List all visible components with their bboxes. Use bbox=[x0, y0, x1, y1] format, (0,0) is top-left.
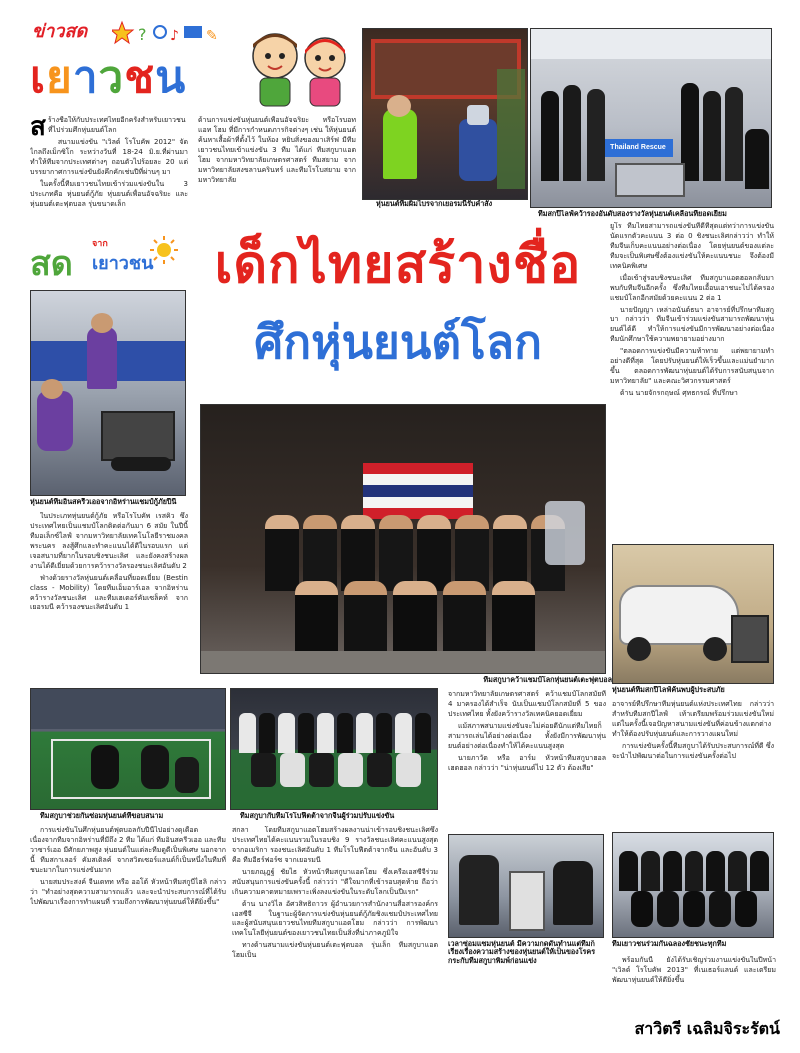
banner-thailand-rescue: Thailand Rescue bbox=[603, 139, 673, 157]
column-left-mid-p1: ในประเภทหุ่นยนต์กู้ภัย หรือโรโบคัพ เรสคิว ซึ่งประเทศไทยเป็นแชมป์โลกติดต่อกันมา 6 สมัย ในปีนี้ทีมอเล็กซ์ไลฟ์ จากมหาวิทยาลัยเทคโนโลยีราชมงคลพระนคร ลงสู้ศึกและทำคะแนนได้ดีในรอบแรก แต่เจอสนามที่ยากในรอบชิงชนะเลิศ และยังคงสร้างผลงานได้ดีเยี่ยมด้วยการคว้ารางวัลรองชนะเลิศอันดับ 2 bbox=[30, 512, 188, 570]
intro-text-3: ในครั้งนี้ทีมเยาวชนไทยเข้าร่วมแข่งขันใน 3 ประเภทคือ หุ่นยนต์กู้ภัย หุ่นยนต์เพื่อนอัจฉริยะ และหุ่นยนต์เตะฟุตบอล รุ่นขนาดเล็ก bbox=[30, 179, 188, 208]
column-left-mid-p2: ฟ่างด้วยรางวัลหุ่นยนต์เคลื่อนที่ยอดเยี่ยม (Bestin class - Mobility) โดยทีมเอ็มอาร์เอล จากอิหร่านคว้ารางวัลชนะเลิศ และทีมเฮเตอร์คัมเซล็คท์ จากเยอรมนี คว้ารองชนะเลิศอันดับ 1 bbox=[30, 573, 188, 612]
photo-soccer-field bbox=[30, 688, 226, 810]
column-right-final bbox=[612, 956, 776, 1012]
column-right-top-p3: นายปัญญา เหล่าอนันต์ธนา อาจารย์ที่ปรึกษาทีมสกูบา กล่าวว่า ทีมจีนเข้าร่วมแข่งขันสามารถพัฒนาหุ่นยนต์ได้ดี ทำให้การแข่งขันมีการพัฒนาอย่างต่อเนื่อง ทีมนักศึกษาใช้ความพยายามอย่างมาก bbox=[610, 305, 774, 344]
column-mid-bottom-p4: ทางด้านสนามแข่งขันหุ่นยนต์เตะฟุตบอล รุ่นเล็ก ทีมสกูบาแอตโฮมเป็น bbox=[232, 941, 438, 960]
column-right-top-p2: เมื่อเข้าสู่รอบชิงชนะเลิศ ทีมสกูบาแอตฮอลกลับมาพบกับทีมจีนอีกครั้ง ซึ่งทีมไทยเอื้อนเอาชนะไปได้ครองแชมป์โลกอีกสมัยด้วยคะแนน 2 ต่อ 1 bbox=[610, 273, 774, 302]
headline-line-1: เด็กไทยสร้างชื่อ bbox=[214, 235, 582, 295]
svg-text:✎: ✎ bbox=[206, 28, 218, 44]
masthead-char: น bbox=[155, 52, 187, 103]
column-left-bottom bbox=[30, 826, 226, 1026]
caption-top-mid: หุ่นยนต์ทีมผิมไบรจากเยอรมนีรับคำสั่ง bbox=[376, 200, 493, 208]
caption-bottom-mid: เวลาซ่อมแซมหุ่นยนต์ มีความกดดันทำนแต่ทีมก็เรียงเรื่องความสร้างของหุ่นยนต์ให้เป็นของโรคร กระกับทีมสกูบาพิมพ์ก่อนแข่ง bbox=[448, 940, 596, 965]
sun-icon bbox=[150, 236, 178, 264]
caption-center-main: ทีมสกูบาคว้าแชมป์โลกหุ่นยนต์เตะฟุตบอล bbox=[483, 676, 612, 684]
photo-team-champion bbox=[200, 404, 606, 674]
column-right-bottom bbox=[612, 700, 774, 850]
intro-text-1: ร้างชื่อให้กับประเทศไทยอีกครั้งสำหรับเยาวชนที่ไปร่วมศึกหุ่นยนต์โลก bbox=[47, 116, 186, 134]
caption-left-workshop: หุ่นยนต์ทีมอินสครีวเออจากอิหร่านแชมป์กู้ภัยปีนี้ bbox=[30, 498, 177, 506]
intro-column bbox=[30, 116, 188, 234]
column-center-bottom-p1: จากมหาวิทยาลัยเกษตรศาสตร์ คว้าแชมป์โลกสมัยที่ 4 มาครองได้สำเร็จ นับเป็นแชมป์โลกสมัยที่ 5 ของประเทศไทย ทั้งยังคว้ารางวัลเทคนิคยอดเยี่ยม bbox=[448, 690, 606, 718]
column-center-bottom bbox=[448, 690, 606, 830]
headline-line-2: ศึกหุ่นยนต์โลก bbox=[254, 315, 542, 369]
masthead-char: ช bbox=[124, 52, 156, 103]
caption-mid-group: ทีมสกูบากับทีมโรโบฟีตต้าจากจีนผู้ร่วมปรับแข่งขัน bbox=[240, 812, 395, 820]
masthead-title bbox=[30, 42, 186, 112]
masthead-char: า bbox=[72, 52, 99, 103]
masthead-char: ย bbox=[46, 52, 73, 103]
byline: สาวิตรี เฉลิมจิระรัตน์ bbox=[634, 1019, 780, 1038]
caption-left-field: ทีมสกูบาช่วยกันซ่อมหุ่นยนต์ที่ขอบสนาม bbox=[40, 812, 164, 820]
column-right-bottom-p3: พร้อมกันนี้ ยังได้รับเชิญร่วมงานแข่งขันในปีหน้า "เวิลด์ โรโบคัพ 2013" ที่เนเธอร์แลนด์ และเตรียมพัฒนาหุ่นยนต์ให้ดียิ่งขึ้น bbox=[612, 956, 776, 984]
masthead-char: เ bbox=[30, 52, 47, 103]
column-mid-bottom-p2: นายภณุฎฐ์ ชัยไธ หัวหน้าทีมสกูบาแอตโฮม ซึ่งเครือเอสซีจีร่วมสนับสนุนการแข่งขันครั้งนี้ กล่าวว่า "ดีใจมากที่เข้ารอบสุดท้าย ถือว่าเกินความคาดหมายเพราะเพิ่งลงแข่งขันในระดับโลกเป็นปีแรก" bbox=[232, 867, 438, 896]
column-right-top-p4: "ตลอดการแข่งขันมีความท้าทาย แต่พยายามทำอย่างดีที่สุด โดยปรับหุ่นยนต์ให้เร็วขึ้นและแม่นยำมากขึ้น ตลอดการพัฒนาหุ่นยนต์ได้รับการสนับสนุนจากมหาวิทยาลัย" และคณะวิศวกรรมศาสตร์ bbox=[610, 347, 774, 386]
svg-text:♪: ♪ bbox=[170, 28, 179, 44]
caption-bottom-right: ทีมเยาวชนร่วมกันฉลองชัยชนะทุกทีม bbox=[612, 940, 727, 948]
column-center-bottom-p3: นายภาวัต หรือ อาร์ม หัวหน้าทีมสกูบาฮอล เฮตฮอล กล่าวว่า "น่าหุ่นยนต์ไป 12 ตัว ต้องเสีย" bbox=[448, 753, 606, 772]
column-2-top-text: ด้านการแข่งขันหุ่นยนต์เพื่อนอัจฉริยะ หรือโรบอท แอท โฮม ที่มีการกำหนดภารกิจต่างๆ เช่น ให้หุ่นยนต์ค้นหาเสื้อผ้าที่ตั้งไว้ ในห้อง หยิบสิ่งของมาเสิร์ฟ มีทีมเยาวชนไทยเข้าแข่งขัน 3 ทีม ได้แก่ ทีมสกูบาแอตโฮม จากมหาวิทยาลัยเกษตรศาสตร์ ทีมสยาม จากมหาวิทยาลัยสงขลานครินทร์ และทีมโรโบสยาม จากมหาวิทยาลัย bbox=[198, 116, 356, 184]
column-mid-bottom-p3: ด้าน นางวิไล อัศวสิทธิถาวร ผู้อำนวยการสำนักงานสื่อสารองค์กรเอสซีจี ในฐานะผู้จัดการแข่งขันหุ่นยนต์กู้ภัยชิงแชมป์ประเทศไทย และผู้สนับสนุนเยาวชนไทยทีมสกูบาแอตโฮม กล่าวว่า การพัฒนาเทคโนโลยีหุ่นยนต์ของเยาวชนไทยเป็นสิ่งที่น่าภาคภูมิใจ bbox=[232, 899, 438, 938]
column-left-bottom-p2: นายสมประสงค์ จีนเดทท หรือ ออโต้ หัวหน้าทีมสกูบีไฮลิ กล่าวว่า "ทำอย่างสุดความสามารถแล้ว และจะนำประสบการณ์ที่ได้รับไปพัฒนาเรื่องการทำแผนที่ รวมถึงการพัฒนาหุ่นยนต์ให้ดียิ่งขึ้น" bbox=[30, 877, 226, 906]
photo-team-skylife bbox=[530, 28, 772, 208]
caption-right-car: หุ่นยนต์ทีมสกปีไลฟ์ค้นพบผู้ประสบภัย bbox=[612, 686, 725, 694]
masthead-char: ว bbox=[98, 52, 125, 103]
sidebar-title: สด bbox=[30, 244, 73, 284]
photo-repair bbox=[448, 834, 604, 938]
photo-robot-stage bbox=[362, 28, 528, 200]
sidebar-title-big: เยาวชน bbox=[92, 253, 154, 274]
column-right-bottom-p2: การแข่งขันครั้งนี้ทีมสกูบาได้รับประสบการณ์ที่ดี ซึ่งจะนำไปพัฒนาต่อในการแข่งขันครั้งต่อไป bbox=[612, 741, 774, 760]
caption-top-right: ทีมสกปีไลฟ์คว้ารองอันดับสองรางวัลหุ่นยนต์เคลื่อนที่ยอดเยี่ยม bbox=[538, 210, 727, 218]
cartoon-kids-icon bbox=[240, 26, 360, 110]
photo-group-china bbox=[230, 688, 438, 810]
thai-flag bbox=[363, 463, 473, 519]
sidebar-title-small: จาก bbox=[92, 239, 108, 249]
column-left-mid bbox=[30, 512, 188, 686]
column-mid-bottom bbox=[232, 826, 438, 1046]
dropcap: ส bbox=[30, 116, 46, 142]
column-left-bottom-p1: การแข่งขันในศึกหุ่นยนต์ฟุตบอลกับปีนี้ไปอย่างดุเดือด เนื่องจากทีมจากอิหร่านที่มีถึง 2 ทีม ได้แก่ ทีมอินสครีวเออ และทีมวาซาร์เออ มีศักยภาพสูง หุ่นยนต์ในแต่ละทีมดูดีเป็นพิเศษ นอกจากนี้ ทีมสกาเลอร์ คัมสเติลค์ จากสวิตเซอร์แลนด์ก็เป็นหนึ่งในทีมที่ชนะมากในการแข่งขันมาก bbox=[30, 826, 226, 874]
photo-celebration bbox=[612, 832, 774, 938]
column-right-top bbox=[610, 222, 774, 540]
column-center-bottom-p2: แม้สภาพสนามแข่งขันจะไม่ค่อยดีนักแต่ทีมไทยก็สามารถเล่นได้อย่างต่อเนื่อง ทั้งยังมีการพัฒนาหุ่นยนต์อย่างต่อเนื่องทำให้ได้คะแนนสูงสุด bbox=[448, 721, 606, 750]
column-2-top bbox=[198, 116, 356, 206]
column-right-bottom-p1: อาจารย์ที่ปรึกษาทีมหุ่นยนต์แห่งประเทศไทย กล่าวว่า สำหรับทีมสกปีไลฟ์ เท้าเตรียมพร้อมร่วมแข่งขันใหม่ แต่ในครั้งนี้เจอปัญหาสนามแข่งขันที่ค่อนข้างแตกต่าง ทำให้ต้องปรับหุ่นยนต์และการวางแผนใหม่ bbox=[612, 700, 774, 738]
photo-rescue-car bbox=[612, 544, 774, 684]
doodle-icons bbox=[112, 18, 242, 52]
intro-text-2: สนามแข่งขัน "เวิลด์ โรโบคัพ 2012" จัดไกลถึงเม็กซิโก ระหว่างวันที่ 18-24 มิ.ย.ที่ผ่านมา ทำให้ทีมจากประเทศต่างๆ ถอนตัวไปร้อยละ 20 แต่บรรยากาศการแข่งขันยังคึกคักเช่นปีที่ผ่านๆ มา bbox=[30, 137, 188, 176]
column-right-top-p5: ด้าน นายจักรกฤษณ์ ศุทธกรณ์ ที่ปรึกษา bbox=[620, 389, 738, 397]
masthead-sub: ข่าวสด bbox=[32, 21, 88, 42]
column-mid-bottom-p1: สกลา โดยทีมสกูบาแอตโฮมสร้างผลงานน่าเข้ารอบชิงชนะเลิศซึ่งประเทศไทยได้คะแนนรวมในรอบชิง 9 รางวัลชนะเลิศคะแนนสูงสุด จากอเมริกา รองชนะเลิศอันดับ 1 ทีมโรโบฟีตต้าจากจีน และอันดับ 3 คือ ทีมอีธร์ฟอร์ซ จากเยอรมนี bbox=[232, 826, 438, 864]
photo-workshop bbox=[30, 290, 186, 496]
svg-text:?: ? bbox=[138, 25, 147, 44]
column-right-top-p1: ยูโร ทีมไทยสามารถแข่งขันที่ดีที่สุดแต่ทว่าการแข่งขันนัดแรกตัวคะแนน 3 ต่อ 0 ชิงชนะเลิศกล่าวว่า ทำให้ทีมจีนเก็บคะแนนอย่างต่อเนื่อง โดยหุ่นยนต์ของแต่ละทีมจะเป็นพิเศษซึ่งต้องแข่งขันให้คะแนนชนะ จึงต้องมีเทคนิคพิเศษ bbox=[610, 222, 774, 270]
